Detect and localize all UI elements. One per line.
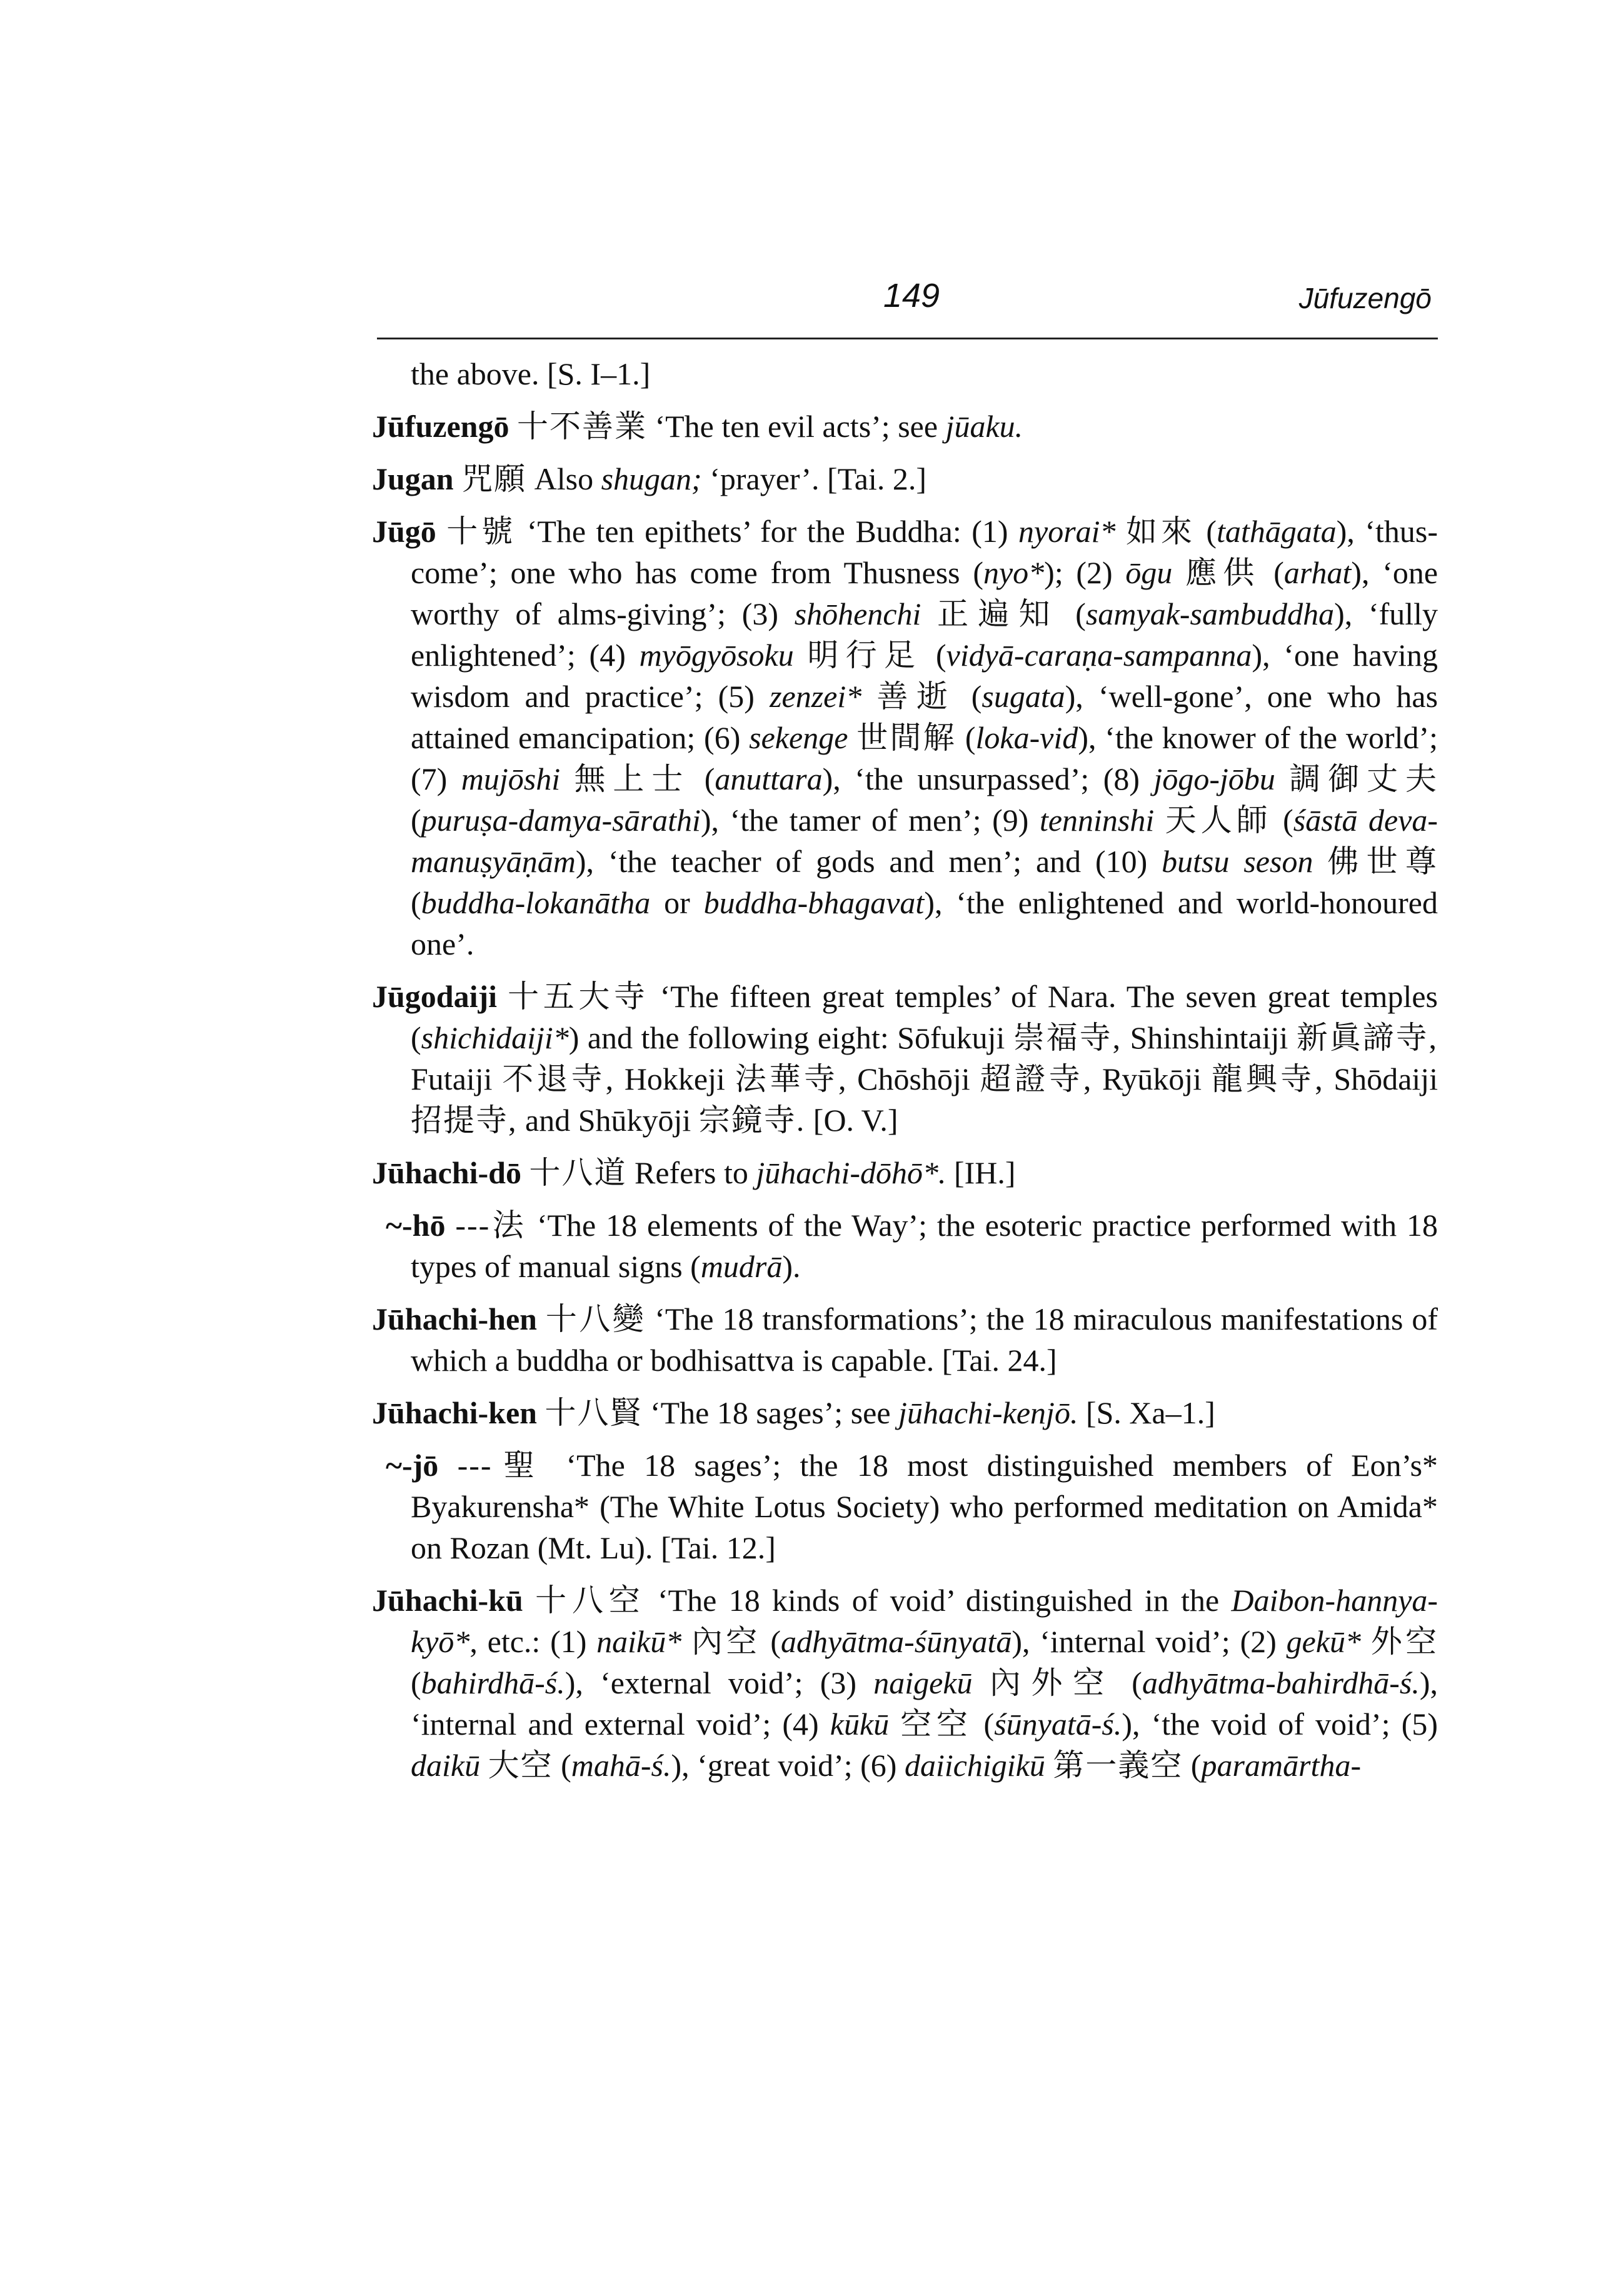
entry-text: ), ‘one having wisdom and practice’; (5) xyxy=(411,638,1438,714)
temple-name: Chōshōji xyxy=(857,1061,970,1096)
entry-term: tenninshi xyxy=(1039,803,1155,838)
entry-text: ( xyxy=(1132,1665,1142,1700)
entry-cross-reference: jūhachi-dōhō*. xyxy=(756,1155,946,1190)
entry-reference: [Tai. 12.] xyxy=(660,1530,776,1565)
entry-term: butsu seson xyxy=(1162,844,1313,879)
entry-text: ( xyxy=(971,679,982,714)
entry-reference: [S. Xa–1.] xyxy=(1085,1395,1215,1430)
entry-kanji: 無上士 xyxy=(574,761,691,796)
entry-sanskrit: adhyātma-śūnyatā xyxy=(780,1624,1012,1659)
entry-term: nyorai* xyxy=(1018,514,1116,549)
entry-headword: Jūhachi-kū xyxy=(372,1583,523,1618)
entry-text: ( xyxy=(965,720,976,755)
entry-sanskrit: bahirdhā-ś. xyxy=(421,1665,565,1700)
entry-kanji: 新眞諦寺, xyxy=(1296,1020,1438,1055)
entry-kanji: 十八賢 xyxy=(545,1395,643,1430)
entry-kanji: ---聖 xyxy=(457,1448,548,1483)
entry-text: ( xyxy=(983,1707,995,1742)
entry-juhachi-do-ho xyxy=(372,1205,1438,1287)
entry-text: ), ‘external void’; (3) xyxy=(565,1665,857,1700)
temple-name: Ryūkōji xyxy=(1102,1061,1202,1096)
entry-juhachi-hen xyxy=(372,1298,1438,1381)
entry-sanskrit: vidyā-caraṇa-sampanna xyxy=(946,638,1252,673)
entry-kanji: 十號 xyxy=(446,514,517,549)
entry-term: sekenge xyxy=(749,720,848,755)
entry-text: ), ‘the void of void’; (5) xyxy=(1122,1707,1438,1742)
entry-kanji: 正遍知 xyxy=(937,596,1060,631)
entry-cross-reference: jūhachi-kenjō. xyxy=(898,1395,1078,1430)
entry-kanji: 十八道 xyxy=(529,1155,627,1190)
entry-text: ( xyxy=(1283,803,1293,838)
entry-kanji: 明行足 xyxy=(807,638,923,673)
entry-text: ) and the following eight: xyxy=(568,1020,889,1055)
entry-text: ‘The 18 kinds of void’ distinguished in the xyxy=(657,1583,1220,1618)
entry-text: ‘The 18 sages’; see xyxy=(650,1395,891,1430)
entry-reference: [O. V.] xyxy=(813,1103,898,1138)
entry-text: ‘The fifteen great temples’ of Nara. The seven great temples ( xyxy=(411,979,1438,1055)
entry-juhachi-ken xyxy=(372,1392,1438,1433)
entry-jugo xyxy=(372,511,1438,965)
entry-text: Also xyxy=(534,461,594,496)
entry-text: Refers to xyxy=(634,1155,748,1190)
entry-reference: [S. I–1.] xyxy=(546,356,651,391)
entry-sanskrit: adhyātma-bahirdhā-ś. xyxy=(1142,1665,1420,1700)
entry-kanji: 內外空 xyxy=(989,1665,1115,1700)
entry-text: ( xyxy=(411,885,421,920)
entry-reference: [Tai. 2.] xyxy=(827,461,926,496)
entry-kanji: 超證寺, xyxy=(980,1061,1093,1096)
entry-continuation xyxy=(372,353,1438,394)
entry-text: ), ‘the tamer of men’; (9) xyxy=(700,803,1029,838)
entry-kanji: 如來 xyxy=(1126,514,1196,549)
entry-text: ( xyxy=(1273,555,1284,590)
entry-kanji: 十五大寺 xyxy=(508,979,650,1014)
entry-kanji: 大空 xyxy=(488,1748,553,1783)
entry-juhachi-ken-jo xyxy=(372,1445,1438,1568)
entry-text: ). xyxy=(782,1249,801,1284)
entry-headword: Jūhachi-dō xyxy=(372,1155,521,1190)
page-number: 149 xyxy=(883,277,940,314)
entry-kanji: 外空 xyxy=(1370,1624,1438,1659)
entry-text: ( xyxy=(770,1624,781,1659)
entry-sanskrit: loka-vid xyxy=(975,720,1078,755)
entry-kanji: 善逝 xyxy=(876,679,956,714)
entry-text: ‘The 18 transformations’; the 18 miraculous manifestations of which a buddha or bodhisattva is capable. xyxy=(411,1301,1438,1378)
entry-term: jōgo-jōbu xyxy=(1153,761,1275,796)
entry-term: naigekū xyxy=(873,1665,973,1700)
entry-term: gekū* xyxy=(1286,1624,1362,1659)
temple-name: Shinshintaiji xyxy=(1130,1020,1288,1055)
entry-reference: [IH.] xyxy=(954,1155,1016,1190)
entry-text: ( xyxy=(411,803,421,838)
entry-text: ‘The 18 elements of the Way’; the esoteric practice performed with 18 types of manual signs ( xyxy=(411,1208,1438,1284)
entry-text: ‘The 18 sages’; the 18 most distinguished members of Eon’s* Byakurensha* (The White Lotus Society) who performed meditation on Amida* on Rozan (Mt. Lu). xyxy=(411,1448,1438,1565)
entry-text: ‘The ten epithets’ for the Buddha: (1) xyxy=(526,514,1008,549)
entry-text: ), ‘internal and external void’; (4) xyxy=(411,1665,1438,1742)
entry-kanji: 第一義空 xyxy=(1053,1748,1183,1783)
entry-kanji: 宗鏡寺. xyxy=(698,1103,806,1138)
entry-juhachi-ku xyxy=(372,1580,1438,1786)
page-header xyxy=(377,268,1438,339)
entry-headword: Jūgō xyxy=(372,514,436,549)
entry-sanskrit: sugata xyxy=(981,679,1065,714)
temple-name: Shūkyōji xyxy=(578,1103,691,1138)
entry-headword: ~-jō xyxy=(386,1448,439,1483)
entry-text: ), ‘one worthy of alms-giving’; (3) xyxy=(411,555,1438,631)
entry-text: , etc.: (1) xyxy=(469,1624,587,1659)
entry-sanskrit: mahā-ś. xyxy=(571,1748,671,1783)
entry-text: ), ‘great void’; (6) xyxy=(671,1748,897,1783)
entry-text: ( xyxy=(935,638,946,673)
entry-text: ), ‘internal void’; (2) xyxy=(1011,1624,1277,1659)
entry-term: shōhenchi xyxy=(794,596,921,631)
entry-sanskrit: anuttara xyxy=(715,761,823,796)
entry-text: ( xyxy=(704,761,715,796)
entry-term: myōgyōsoku xyxy=(639,638,794,673)
entry-sanskrit: śāstā deva-manuṣyāṇām xyxy=(411,803,1438,879)
entry-kanji: ---法 xyxy=(455,1208,527,1243)
entry-text: ), ‘thus-come’; one who has come from Thusness ( xyxy=(411,514,1438,590)
entry-kanji: 招提寺, xyxy=(411,1103,518,1138)
entry-text: ), ‘the knower of the world’; (7) xyxy=(411,720,1438,796)
entry-sanskrit: samyak-sambuddha xyxy=(1085,596,1335,631)
entry-text: ( xyxy=(411,1665,421,1700)
entry-term: nyo* xyxy=(983,555,1045,590)
entry-text: ), ‘well-gone’, one who has attained emancipation; (6) xyxy=(411,679,1438,755)
entry-kanji: 十八空 xyxy=(535,1583,646,1618)
entry-list xyxy=(372,353,1438,1797)
entry-jufuzengo xyxy=(372,406,1438,447)
entry-text: ), ‘fully enlightened’; (4) xyxy=(411,596,1438,673)
entry-sanskrit: buddha-lokanātha xyxy=(421,885,651,920)
entry-term: naikū* xyxy=(596,1624,682,1659)
entry-text: ( xyxy=(1206,514,1217,549)
entry-headword: Jūgodaiji xyxy=(372,979,498,1014)
entry-kanji: 十八變 xyxy=(545,1301,646,1336)
entry-headword: Jugan xyxy=(372,461,454,496)
entry-text: ); (2) xyxy=(1044,555,1113,590)
temple-name: Hokkeji xyxy=(624,1061,725,1096)
running-head: Jūfuzengō xyxy=(1298,282,1432,314)
entry-jugodaiji xyxy=(372,976,1438,1141)
entry-sanskrit: puruṣa-damya-sārathi xyxy=(421,803,701,838)
entry-term: daikū xyxy=(411,1748,481,1783)
entry-sanskrit: śūnyatā-ś. xyxy=(994,1707,1122,1742)
entry-kanji: 崇福寺, xyxy=(1013,1020,1122,1055)
entry-term: daiichigikū xyxy=(904,1748,1045,1783)
temple-name: Futaiji xyxy=(411,1061,493,1096)
entry-kanji: 調御丈夫 xyxy=(1289,761,1438,796)
temple-name: Shōdaiji xyxy=(1333,1061,1438,1096)
entry-headword: Jūhachi-hen xyxy=(372,1301,537,1336)
entry-kanji: 天人師 xyxy=(1165,803,1272,838)
entry-headword: Jūhachi-ken xyxy=(372,1395,537,1430)
entry-kanji: 龍興寺, xyxy=(1211,1061,1324,1096)
entry-jugan xyxy=(372,458,1438,499)
entry-text: ), ‘the enlightened and world-honoured one’. xyxy=(411,885,1438,961)
entry-text: the above. xyxy=(411,356,540,391)
entry-sanskrit: tathāgata xyxy=(1217,514,1337,549)
entry-text: ( xyxy=(1075,596,1086,631)
entry-kanji: 世間解 xyxy=(856,720,957,755)
entry-term: zenzei* xyxy=(770,679,862,714)
entry-term: ōgu xyxy=(1125,555,1173,590)
entry-headword: Jūfuzengō xyxy=(372,409,509,444)
entry-sanskrit: buddha-bhagavat xyxy=(703,885,925,920)
entry-term: mujōshi xyxy=(461,761,561,796)
entry-cross-reference: jūaku. xyxy=(945,409,1023,444)
entry-sanskrit: mudrā xyxy=(700,1249,783,1284)
entry-juhachi-do xyxy=(372,1152,1438,1193)
entry-text: ‘The ten evil acts’; see xyxy=(655,409,938,444)
entry-term: kūkū xyxy=(830,1707,890,1742)
entry-text: and xyxy=(525,1103,571,1138)
entry-sanskrit: arhat xyxy=(1283,555,1352,590)
entry-kanji: 咒願 xyxy=(461,461,527,496)
entry-text: ( xyxy=(1190,1748,1202,1783)
entry-kanji: 佛世尊 xyxy=(1327,844,1438,879)
entry-kanji: 十不善業 xyxy=(516,409,647,444)
entry-headword: ~-hō xyxy=(386,1208,446,1243)
entry-text: ), ‘the unsurpassed’; (8) xyxy=(822,761,1140,796)
entry-kanji: 法華寺, xyxy=(735,1061,848,1096)
entry-term: Daibon-hannya-kyō* xyxy=(411,1583,1438,1659)
entry-sanskrit: paramārtha- xyxy=(1201,1748,1362,1783)
entry-kanji: 應供 xyxy=(1185,555,1261,590)
entry-term: shichidaiji* xyxy=(421,1020,569,1055)
entry-kanji: 空空 xyxy=(900,1707,973,1742)
temple-name: Sōfukuji xyxy=(897,1020,1005,1055)
entry-kanji: 內空 xyxy=(691,1624,761,1659)
entry-alternate-reading: shugan; xyxy=(601,461,702,496)
entry-text: ), ‘the teacher of gods and men’; and (10) xyxy=(575,844,1148,879)
entry-text: or xyxy=(664,885,690,920)
entry-text: ‘prayer’. xyxy=(710,461,820,496)
entry-reference: [Tai. 24.] xyxy=(941,1343,1057,1378)
entry-text: ( xyxy=(561,1748,571,1783)
entry-kanji: 不退寺, xyxy=(502,1061,615,1096)
